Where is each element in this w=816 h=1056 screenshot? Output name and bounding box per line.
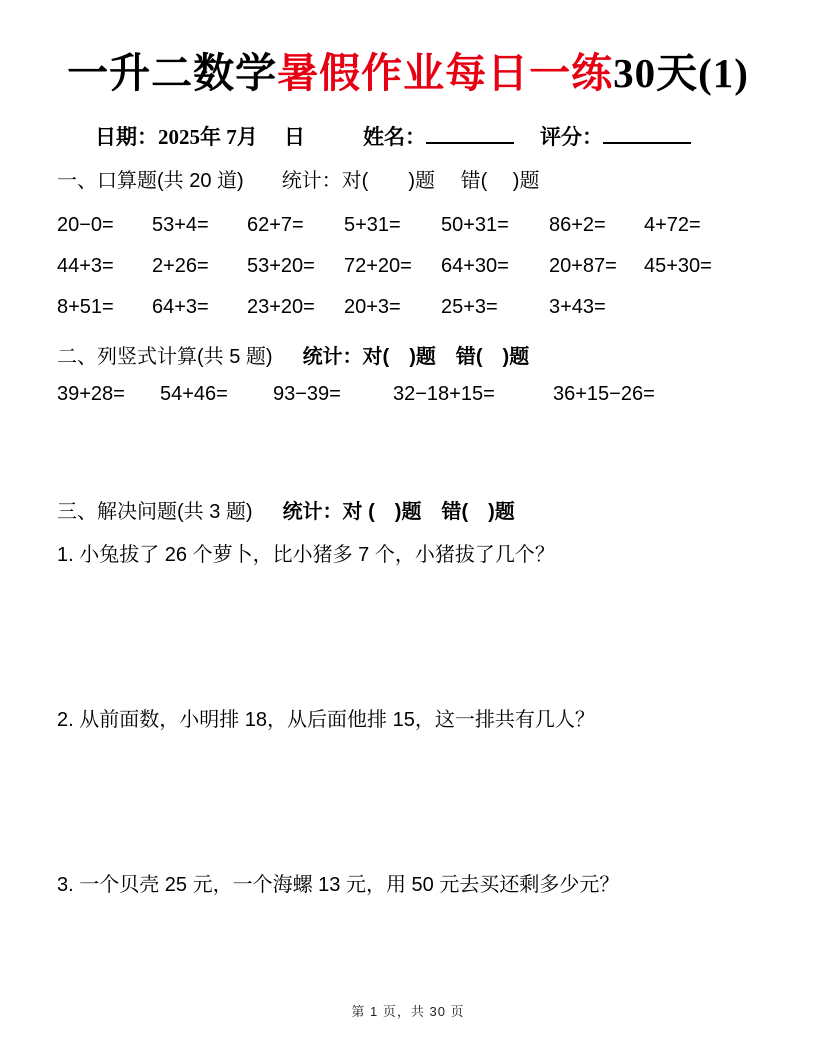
section-3-heading: 三、解决问题(共 3 题) — [57, 501, 253, 523]
date-label: 日期：2025年 7月 日 — [95, 125, 305, 149]
page-number-footer: 第 1 页，共 30 页 — [351, 1004, 465, 1019]
oral-problem: 20−0= — [57, 214, 114, 236]
oral-problem: 25+3= — [441, 296, 498, 318]
oral-problem: 2+26= — [152, 255, 209, 277]
oral-problem: 62+7= — [247, 214, 304, 236]
oral-problem: 23+20= — [247, 296, 315, 318]
oral-problem: 44+3= — [57, 255, 114, 277]
title-black-part-1: 一升二数学 — [67, 50, 278, 96]
word-problem-1: 1. 小兔拔了 26 个萝卜，比小猪多 7 个，小猪拔了几个？ — [57, 544, 555, 566]
title-black-part-2: 30天(1) — [613, 50, 749, 96]
section-3-header — [57, 497, 759, 528]
oral-problem: 20+87= — [549, 255, 617, 277]
section-2-stats: 统计：对( )题 错( )题 — [302, 346, 530, 368]
score-blank — [603, 124, 691, 144]
section-2-heading: 二、列竖式计算(共 5 题) — [57, 346, 273, 368]
score-label: 评分： — [540, 125, 603, 149]
word-problem-3: 3. 一个贝壳 25 元，一个海螺 13 元，用 50 元去买还剩多少元？ — [57, 874, 620, 896]
word-problem-2: 2. 从前面数，小明排 18，从后面他排 15，这一排共有几人？ — [57, 709, 595, 731]
column-problem: 54+46= — [160, 382, 228, 405]
oral-problem: 64+3= — [152, 296, 209, 318]
column-problems-grid — [57, 375, 759, 413]
oral-problem: 20+3= — [344, 296, 401, 318]
name-blank — [426, 124, 514, 144]
oral-problem: 5+31= — [344, 214, 401, 236]
oral-problem: 64+30= — [441, 255, 509, 277]
title-red-part: 暑假作业每日一练 — [277, 50, 614, 96]
oral-problem: 53+4= — [152, 214, 209, 236]
oral-problem: 86+2= — [549, 214, 606, 236]
page-title — [57, 46, 759, 100]
section-1-heading: 一、口算题(共 20 道) — [57, 170, 244, 192]
name-label: 姓名： — [363, 125, 426, 149]
oral-problems-grid — [57, 205, 759, 328]
column-work-space — [57, 413, 759, 483]
section-3-stats: 统计：对 ( )题 错( )题 — [282, 501, 515, 523]
oral-problem: 45+30= — [644, 255, 712, 277]
column-problem: 93−39= — [273, 382, 341, 405]
header-info-line — [57, 122, 759, 152]
column-problem: 32−18+15= — [393, 382, 495, 405]
section-1-stats: 统计：对( )题 错( )题 — [281, 170, 540, 192]
oral-problem: 8+51= — [57, 296, 114, 318]
oral-problem: 53+20= — [247, 255, 315, 277]
section-1-header — [57, 166, 759, 197]
column-problem: 36+15−26= — [553, 382, 655, 405]
oral-problem: 3+43= — [549, 296, 606, 318]
section-2-header — [57, 342, 759, 373]
oral-problem: 72+20= — [344, 255, 412, 277]
column-problem: 39+28= — [57, 382, 125, 405]
oral-problem: 4+72= — [644, 214, 701, 236]
oral-problem: 50+31= — [441, 214, 509, 236]
